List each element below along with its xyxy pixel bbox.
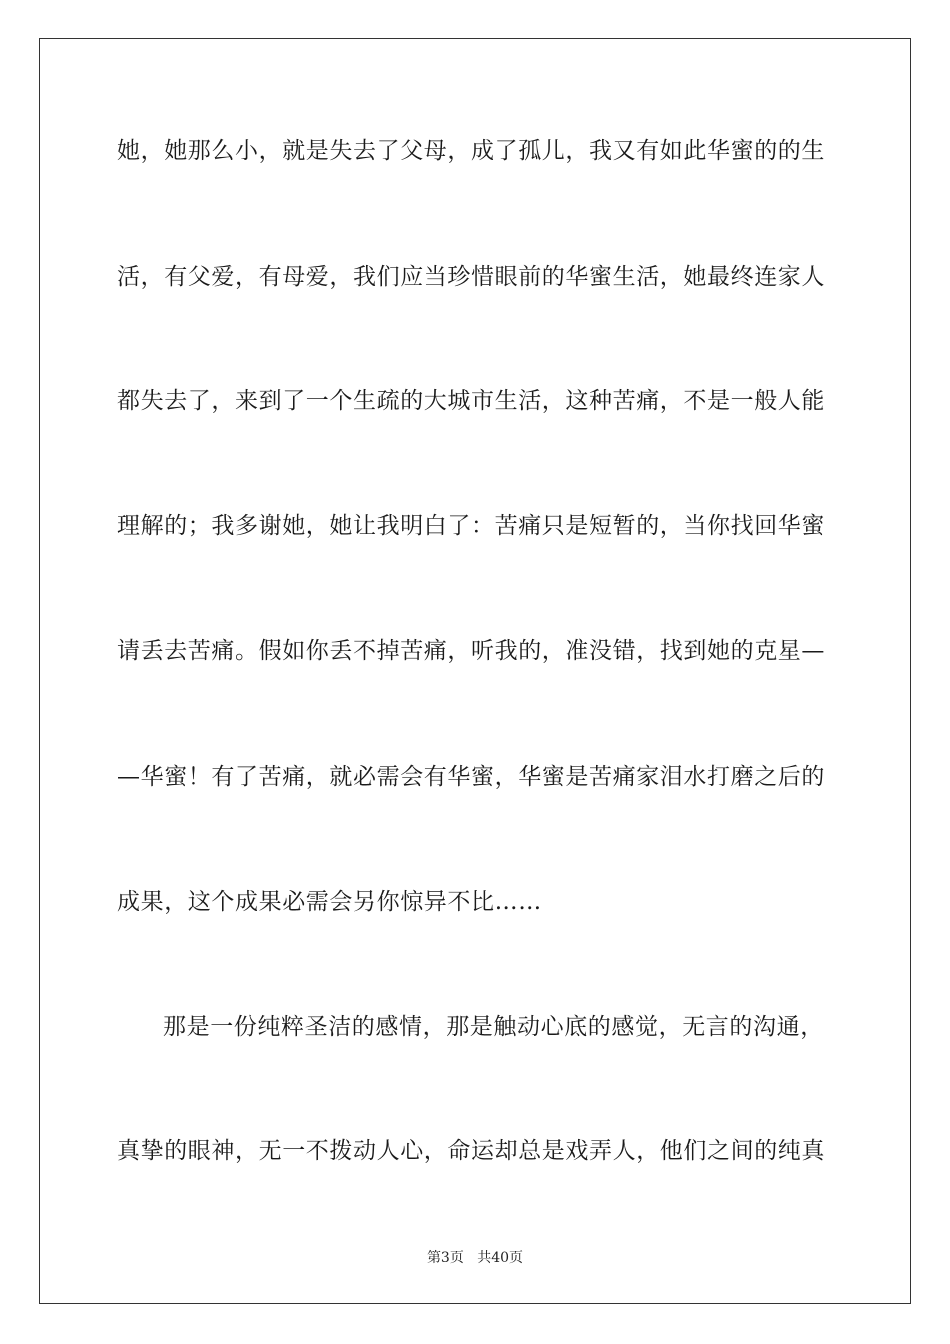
body-text-line-7: 成果，这个成果必需会另你惊异不比…… xyxy=(117,889,542,915)
page-number: 第3页 xyxy=(426,1250,464,1266)
page-border xyxy=(39,38,911,1304)
body-text-line-3: 都失去了，来到了一个生疏的大城市生活，这种苦痛，不是一般人能 xyxy=(117,388,825,414)
body-text-line-2: 活，有父爱，有母爱，我们应当珍惜眼前的华蜜生活，她最终连家人 xyxy=(117,264,825,290)
page-total: 共40页 xyxy=(477,1250,524,1266)
body-text-line-5: 请丢去苦痛。假如你丢不掉苦痛，听我的，准没错，找到她的克星— xyxy=(117,638,825,664)
body-text-line-1: 她，她那么小，就是失去了父母，成了孤儿，我又有如此华蜜的的生 xyxy=(117,138,825,164)
body-text-line-9: 真挚的眼神，无一不拨动人心，命运却总是戏弄人，他们之间的纯真 xyxy=(117,1138,825,1164)
body-text-line-8: 那是一份纯粹圣洁的感情，那是触动心底的感觉，无言的沟通， xyxy=(163,1014,824,1040)
body-text-line-4: 理解的；我多谢她，她让我明白了：苦痛只是短暂的，当你找回华蜜 xyxy=(117,513,825,539)
body-text-line-6: —华蜜！有了苦痛，就必需会有华蜜，华蜜是苦痛家泪水打磨之后的 xyxy=(117,764,825,790)
page-footer xyxy=(0,1249,950,1267)
